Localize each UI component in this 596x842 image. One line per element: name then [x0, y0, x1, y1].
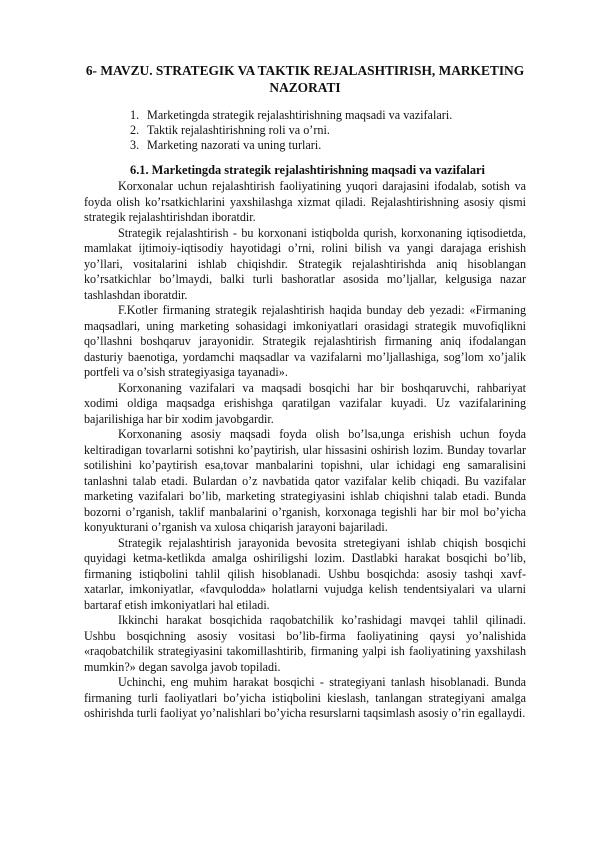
section-heading: 6.1. Marketingda strategik rejalashtirishning maqsadi va vazifalari — [130, 163, 485, 177]
body-paragraph: Ikkinchi harakat bosqichida raqobatchilik ko’rashidagi mavqei tahlil qilinadi. Ushbu bosqichning asosiy vositasi bo’lib-firma faoliyatining qaysi yo’nalishida «raqobatchilik strategiyasini takomillashtirib, firmaning yalpi ish faoliyatining yaxshilash mumkin?» degan savolga javob topiladi. — [84, 613, 526, 674]
toc-item-number: 3. — [130, 138, 140, 152]
body-paragraph: Korxonaning asosiy maqsadi foyda olish bo’lsa,unga erishish uchun foyda keltiradigan tovarlarni sotishni ko’paytirish, ular hissasini oshirish lozim. Bunday tovarlar sotilishini ko’paytirish esa,tovar manbalarini topishni, ular ichidagi eng samaralisini tanlashni talab etadi. Bulardan o’z navbatida qator vazifalar kelib chiqadi. Bu vazifalar marketing vazifalari bo’lib, marketing strategiyasini ishlab chiqishni talab etadi. Bunda bozorni o’rganish, taklif manbalarini o’rganish, korxonaga tegishli har bir mol bo’yicha konyukturani o’rganish va xulosa chiqarish jarayoni bajariladi. — [84, 427, 526, 534]
body-paragraph: Strategik rejalashtirish jarayonida bevosita stretegiyani ishlab chiqish bosqichi quyidagi ketma-ketlikda amalga oshiriligshi lozim. Dastlabki harakat bosqichi bo’lib, firmaning istiqbolini tahlil qilish hisoblanadi. Ushbu bosqichda: asosiy tashqi xavf-xatarlar, imkoniyatlar, «favqulodda» holatlarni vujudga kelish tendentsiyalari va ularni bartaraf etish imkoniyatlari hal etiladi. — [84, 535, 526, 612]
table-of-contents — [84, 108, 526, 153]
body-paragraph: Korxonaning vazifalari va maqsadi bosqichi har bir boshqaruvchi, rahbariyat xodimi oldiga maqsadga erishishga qaratilgan vazifalar kuyadi. Uz vazifalarining bajarilishiga har bir xodim javobgardir. — [84, 380, 526, 426]
body-paragraph: Strategik rejalashtirish - bu korxonani istiqbolda qurish, korxonaning iqtisodietda, mamlakat ijtimoiy-iqtisodiy hayotidagi o’rni, rolini bilish va yangi darajaga erishish yo’llari, vositalarini ishlab chiqishdir. Strategik rejalashtirishda aniq hisoblangan ko’rsatkichlar bo’lmaydi, balki turli bashoratlar asosida mo’ljallar, kelgusiga nazar tashlashdan iboratdir. — [84, 225, 526, 302]
toc-item-number: 2. — [130, 123, 140, 137]
body-paragraph: F.Kotler firmaning strategik rejalashtirish haqida bunday deb yezadi: «Firmaning maqsadlari, uning marketing sohasidagi imkoniyatlari orasidagi strategik muvofiqlikni qo’llashni boshqaruv jarayonidir. Strategik rejalashtirish firmaning aniq ifodalangan dasturiy baenotiga, yordamchi maqsadlar va vazifalarni mo’ljallashiga, sog’lom xo’jalik portfeli va o’sish strategiyasiga tayanadi». — [84, 303, 526, 379]
toc-item — [84, 138, 526, 153]
toc-item-text: Marketing nazorati va uning turlari. — [147, 138, 322, 152]
toc-item-text: Marketingda strategik rejalashtirishning maqsadi va vazifalari. — [147, 108, 453, 122]
toc-item — [84, 123, 526, 138]
page-title: 6- MAVZU. STRATEGIK VA TAKTIK REJALASHTIRISH, MARKETING NAZORATI — [85, 63, 525, 95]
toc-item-number: 1. — [130, 108, 140, 122]
body-paragraph: Korxonalar uchun rejalashtirish faoliyatining yuqori darajasini ifodalab, sotish va foyda olish ko’rsatkichlarini yaxshilashga xizmat qiladi. Rejalashtirishning asosiy qismi strategik rejalashtirishdan iboratdir. — [84, 179, 526, 224]
toc-item — [84, 108, 526, 123]
document-page — [84, 62, 526, 722]
body-paragraph: Uchinchi, eng muhim harakat bosqichi - strategiyani tanlash hisoblanadi. Bunda firmaning turli faoliyatlari bo’yicha istiqbolini kieslash, tanlangan strategiyani amalga oshirishda turli faoliyat yo’nalishlari bo’yicha resurslarni taqsimlash asosiy o’rin egallaydi. — [84, 675, 526, 720]
toc-item-text: Taktik rejalashtirishning roli va o’rni. — [147, 123, 330, 137]
